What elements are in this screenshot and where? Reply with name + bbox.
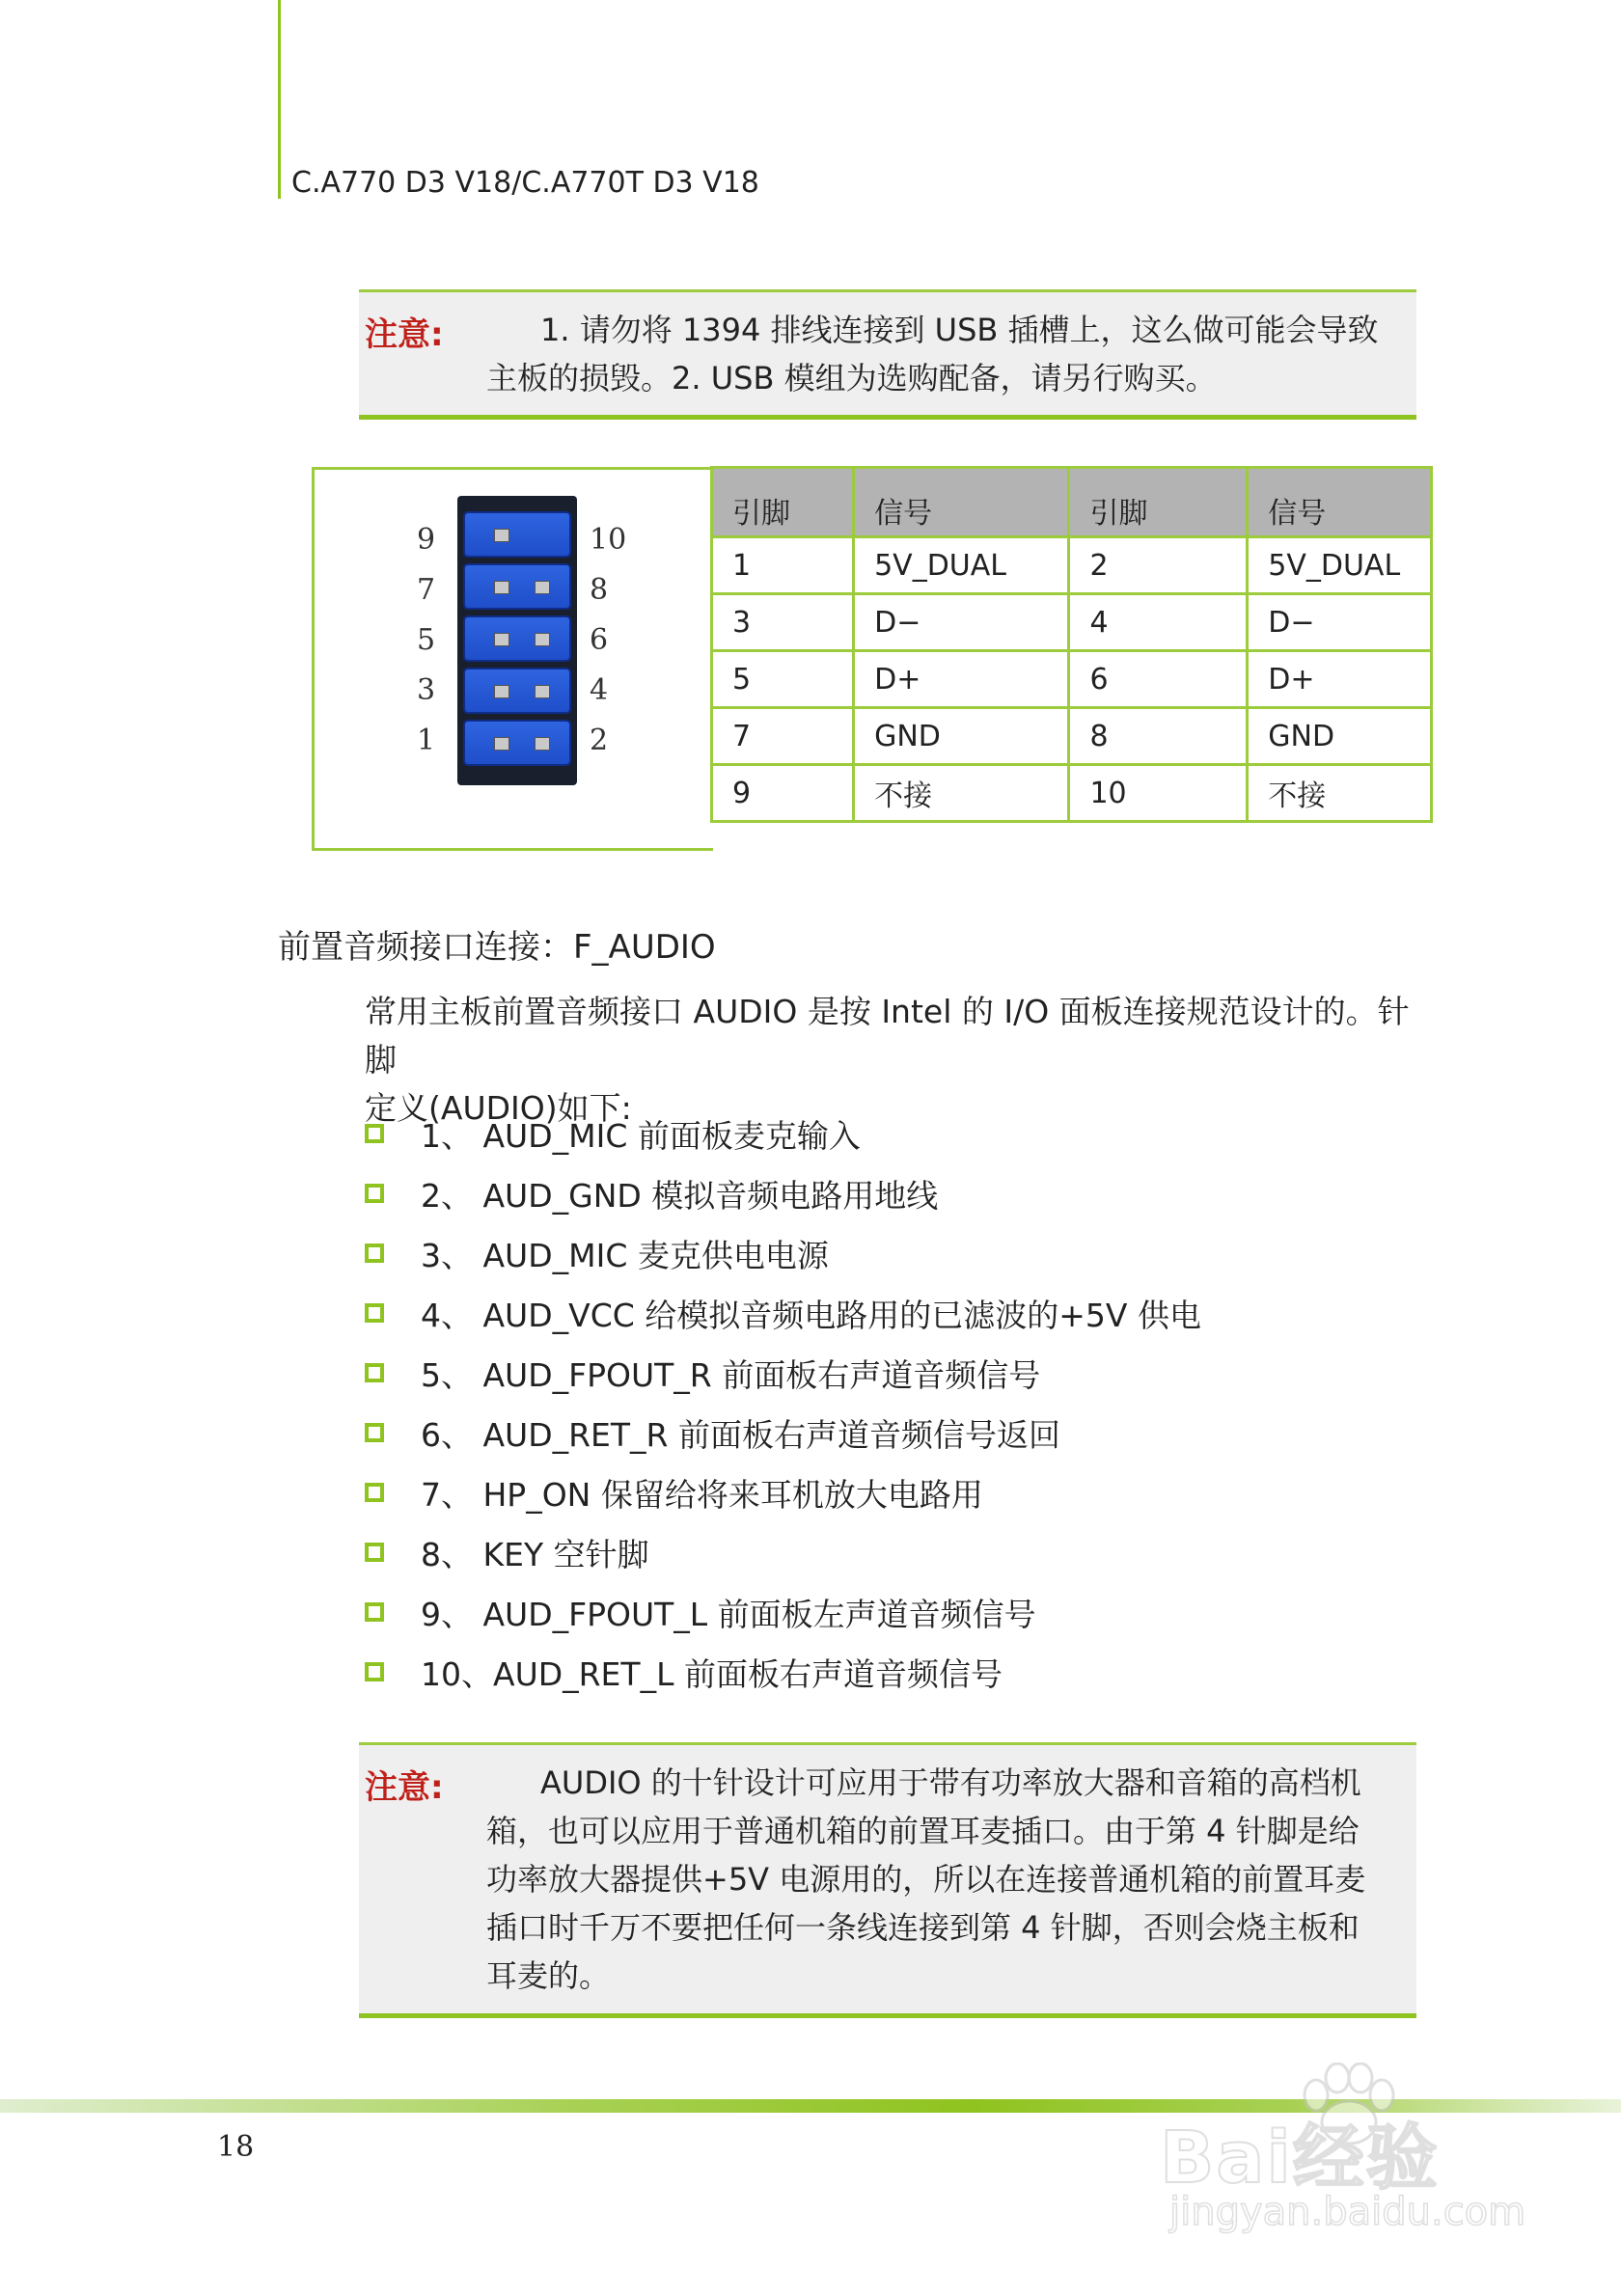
usb-pin-table <box>710 466 1433 823</box>
checkbox-bullet-icon <box>365 1483 384 1502</box>
list-item: 9、 AUD_FPOUT_L 前面板左声道音频信号 <box>365 1594 1036 1632</box>
table-cell: D+ <box>854 651 1069 708</box>
margin-rule <box>278 0 281 199</box>
pin-number-right: 6 <box>590 623 609 657</box>
page-number: 18 <box>217 2130 255 2164</box>
checkbox-bullet-icon <box>365 1543 384 1562</box>
table-row <box>712 537 1432 594</box>
pin-number-left: 7 <box>417 573 436 607</box>
table-cell: 5V_DUAL <box>854 537 1069 594</box>
model-header: C.A770 D3 V18/C.A770T D3 V18 <box>291 166 759 200</box>
table-cell: 8 <box>1069 708 1248 765</box>
table-cell: GND <box>1248 708 1432 765</box>
pin-block <box>463 720 571 766</box>
pin-number-left: 5 <box>417 623 436 657</box>
table-cell: 9 <box>712 765 854 822</box>
table-cell: 6 <box>1069 651 1248 708</box>
intro-paragraph: 常用主板前置音频接口 AUDIO 是按 Intel 的 I/O 面板连接规范设计的。针脚 定义(AUDIO)如下: <box>365 993 1410 1127</box>
pin-number-left: 3 <box>417 673 436 707</box>
table-row <box>712 708 1432 765</box>
list-item: 2、 AUD_GND 模拟音频电路用地线 <box>365 1175 938 1214</box>
table-cell: 3 <box>712 594 854 651</box>
list-item: 4、 AUD_VCC 给模拟音频电路用的已滤波的+5V 供电 <box>365 1295 1201 1333</box>
baidu-watermark <box>1150 2063 1555 2255</box>
table-cell: 10 <box>1069 765 1248 822</box>
checkbox-bullet-icon <box>365 1363 384 1382</box>
list-item: 1、 AUD_MIC 前面板麦克输入 <box>365 1115 861 1154</box>
watermark-url: jingyan.baidu.com <box>1169 2190 1526 2234</box>
checkbox-bullet-icon <box>365 1662 384 1681</box>
checkbox-bullet-icon <box>365 1303 384 1323</box>
table-cell: 4 <box>1069 594 1248 651</box>
list-item: 8、 KEY 空针脚 <box>365 1534 649 1572</box>
table-header-cell: 引脚 <box>712 468 854 537</box>
table-cell: 5 <box>712 651 854 708</box>
watermark-brand: Bai经验 <box>1160 2117 1440 2200</box>
table-cell: D− <box>854 594 1069 651</box>
table-row <box>712 765 1432 822</box>
table-header-row <box>712 468 1432 537</box>
pin-number-right: 2 <box>590 724 609 757</box>
pin-number-left: 9 <box>417 523 436 557</box>
checkbox-bullet-icon <box>365 1602 384 1622</box>
section-title: 前置音频接口连接：F_AUDIO <box>278 928 716 967</box>
pin-number-right: 10 <box>590 523 627 557</box>
checkbox-bullet-icon <box>365 1244 384 1263</box>
pin-block <box>463 615 571 662</box>
pin-block <box>463 668 571 714</box>
pin-block <box>463 563 571 610</box>
table-row <box>712 594 1432 651</box>
table-cell: D− <box>1248 594 1432 651</box>
table-cell: 不接 <box>1248 765 1432 822</box>
table-header-cell: 引脚 <box>1069 468 1248 537</box>
pin-number-right: 8 <box>590 573 609 607</box>
table-cell: 不接 <box>854 765 1069 822</box>
note-label: 注意: <box>365 315 444 354</box>
usb-header-photo <box>457 496 577 785</box>
table-cell: 1 <box>712 537 854 594</box>
table-header-cell: 信号 <box>1248 468 1432 537</box>
checkbox-bullet-icon <box>365 1184 384 1203</box>
table-row <box>712 651 1432 708</box>
table-cell: 2 <box>1069 537 1248 594</box>
list-item: 5、 AUD_FPOUT_R 前面板右声道音频信号 <box>365 1354 1040 1393</box>
note-box-audio <box>359 1742 1416 2018</box>
note-text: 1. 请勿将 1394 排线连接到 USB 插槽上，这么做可能会导致 主板的损毁。2. USB 模组为选购配备，请另行购买。 <box>486 312 1379 396</box>
table-header-cell: 信号 <box>854 468 1069 537</box>
list-item: 7、 HP_ON 保留给将来耳机放大电路用 <box>365 1474 983 1513</box>
checkbox-bullet-icon <box>365 1124 384 1143</box>
note-text: AUDIO 的十针设计可应用于带有功率放大器和音箱的高档机 箱，也可以应用于普通机箱的前置耳麦插口。由于第 4 针脚是给 功率放大器提供+5V 电源用的，所以在连接普通机箱的前置耳麦 插口时千万不要把任何一条线连接到第 4 针脚，否则会烧主板和 耳麦的。 <box>486 1764 1366 1994</box>
list-item: 3、 AUD_MIC 麦克供电电源 <box>365 1235 829 1273</box>
note-label: 注意: <box>365 1768 444 1807</box>
list-item: 10、AUD_RET_L 前面板右声道音频信号 <box>365 1654 1003 1692</box>
pin-number-left: 1 <box>417 724 436 757</box>
pin-number-right: 4 <box>590 673 609 707</box>
note-box-usb <box>359 289 1416 420</box>
pin-block <box>463 511 571 558</box>
table-cell: 5V_DUAL <box>1248 537 1432 594</box>
checkbox-bullet-icon <box>365 1423 384 1442</box>
table-cell: GND <box>854 708 1069 765</box>
list-item: 6、 AUD_RET_R 前面板右声道音频信号返回 <box>365 1414 1060 1453</box>
table-cell: 7 <box>712 708 854 765</box>
table-cell: D+ <box>1248 651 1432 708</box>
